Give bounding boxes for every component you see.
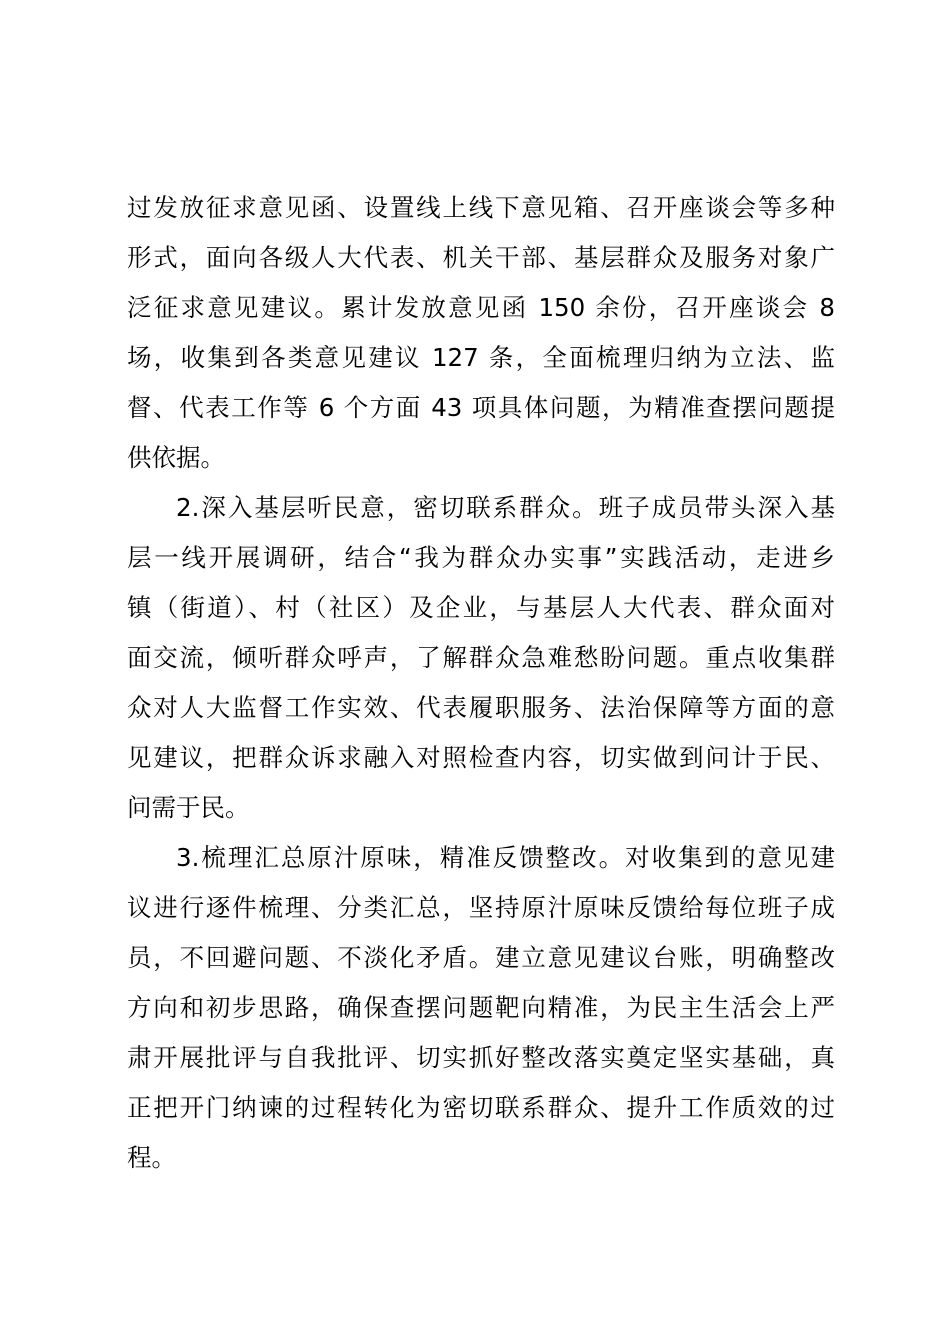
document-page (127, 183, 835, 1183)
paragraph-opinion-collection (127, 183, 835, 483)
text-line: 程。 (127, 1143, 176, 1172)
text-line: 问需于民。 (127, 793, 250, 822)
text-line: 方向和初步思路，确保查摆问题靶向精准，为民主生活会上严 (127, 993, 835, 1022)
text-line: 形式，面向各级人大代表、机关干部、基层群众及服务对象广 (127, 243, 835, 272)
text-line: 正把开门纳谏的过程转化为密切联系群众、提升工作质效的过 (127, 1093, 835, 1122)
text-line: 镇（街道）、村（社区）及企业，与基层人大代表、群众面对 (127, 593, 835, 622)
text-line: 肃开展批评与自我批评、切实抓好整改落实奠定坚实基础，真 (127, 1043, 835, 1072)
text-line: 供依据。 (127, 443, 225, 472)
text-line: 3.梳理汇总原汁原味，精准反馈整改。对收集到的意见建 (176, 843, 835, 872)
text-line: 议进行逐件梳理、分类汇总，坚持原汁原味反馈给每位班子成 (127, 893, 835, 922)
text-line: 督、代表工作等 6 个方面 43 项具体问题，为精准查摆问题提 (127, 393, 835, 422)
text-line: 泛征求意见建议。累计发放意见函 150 余份，召开座谈会 8 (127, 293, 835, 322)
text-line: 面交流，倾听群众呼声，了解群众急难愁盼问题。重点收集群 (127, 643, 835, 672)
text-line: 2.深入基层听民意，密切联系群众。班子成员带头深入基 (176, 493, 835, 522)
text-line: 层一线开展调研，结合“我为群众办实事”实践活动，走进乡 (127, 543, 835, 572)
paragraph-feedback-rectification (127, 833, 835, 1183)
paragraph-grassroots-research (127, 483, 835, 833)
text-line: 员，不回避问题、不淡化矛盾。建立意见建议台账，明确整改 (127, 943, 835, 972)
text-line: 过发放征求意见函、设置线上线下意见箱、召开座谈会等多种 (127, 193, 835, 222)
text-line: 场，收集到各类意见建议 127 条，全面梳理归纳为立法、监 (127, 343, 835, 372)
text-line: 众对人大监督工作实效、代表履职服务、法治保障等方面的意 (127, 693, 835, 722)
text-line: 见建议，把群众诉求融入对照检查内容，切实做到问计于民、 (127, 743, 835, 772)
